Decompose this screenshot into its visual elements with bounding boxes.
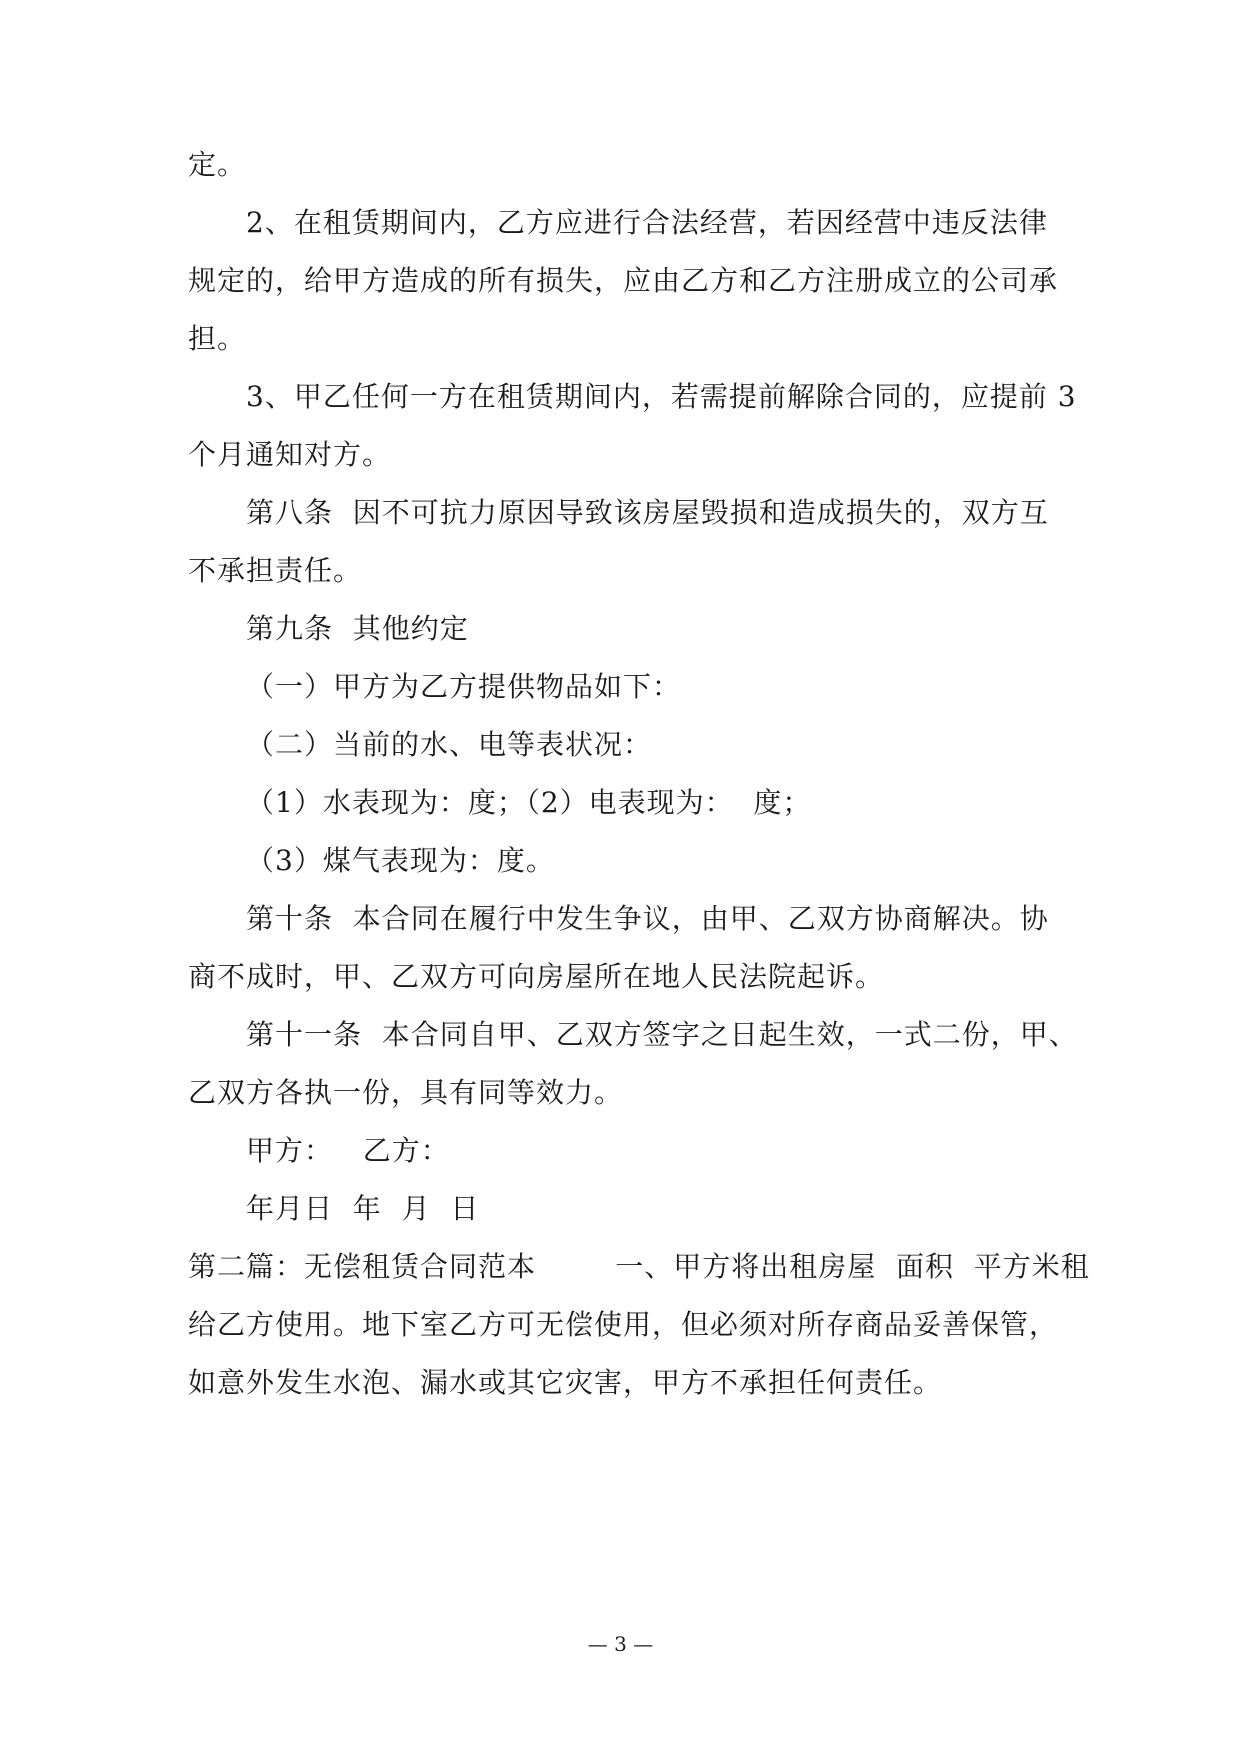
text-line: 商不成时，甲、乙双方可向房屋所在地人民法院起诉。: [188, 960, 885, 993]
text-line: （3）煤气表现为：度。: [246, 844, 555, 877]
text-line: 给乙方使用。地下室乙方可无偿使用，但必须对所存商品妥善保管，: [188, 1308, 1059, 1341]
text-line: 第九条 其他约定: [246, 612, 469, 645]
text-line: （一）甲方为乙方提供物品如下：: [246, 670, 682, 703]
text-line: 个月通知对方。: [188, 438, 392, 471]
text-line: 定。: [188, 148, 247, 181]
text-line: 第十一条 本合同自甲、乙双方签字之日起生效，一式二份，甲、: [246, 1018, 1078, 1051]
text-line: 甲方： 乙方：: [246, 1134, 450, 1167]
text-line: （二）当前的水、电等表状况：: [246, 728, 653, 761]
text-line: 3、甲乙任何一方在租赁期间内，若需提前解除合同的，应提前 3: [246, 380, 1077, 413]
text-line: 第十条 本合同在履行中发生争议，由甲、乙双方协商解决。协: [246, 902, 1049, 935]
text-line: 担。: [188, 322, 247, 355]
text-line: 规定的，给甲方造成的所有损失，应由乙方和乙方注册成立的公司承: [188, 264, 1059, 297]
text-line: 第八条 因不可抗力原因导致该房屋毁损和造成损失的，双方互: [246, 496, 1049, 529]
text-line: 不承担责任。: [188, 554, 363, 587]
section-heading-line: 第二篇：无偿租赁合同范本 一、甲方将出租房屋 面积 平方米租: [188, 1250, 1090, 1283]
text-line: （1）水表现为：度；（2）电表现为： 度；: [246, 786, 812, 819]
page-number: — 3 —: [587, 1632, 654, 1656]
text-line: 如意外发生水泡、漏水或其它灾害，甲方不承担任何责任。: [188, 1366, 943, 1399]
text-line: 2、在租赁期间内，乙方应进行合法经营，若因经营中违反法律: [246, 206, 1048, 239]
text-line: 乙双方各执一份，具有同等效力。: [188, 1076, 624, 1109]
text-line: 年月日 年 月 日: [246, 1192, 480, 1225]
